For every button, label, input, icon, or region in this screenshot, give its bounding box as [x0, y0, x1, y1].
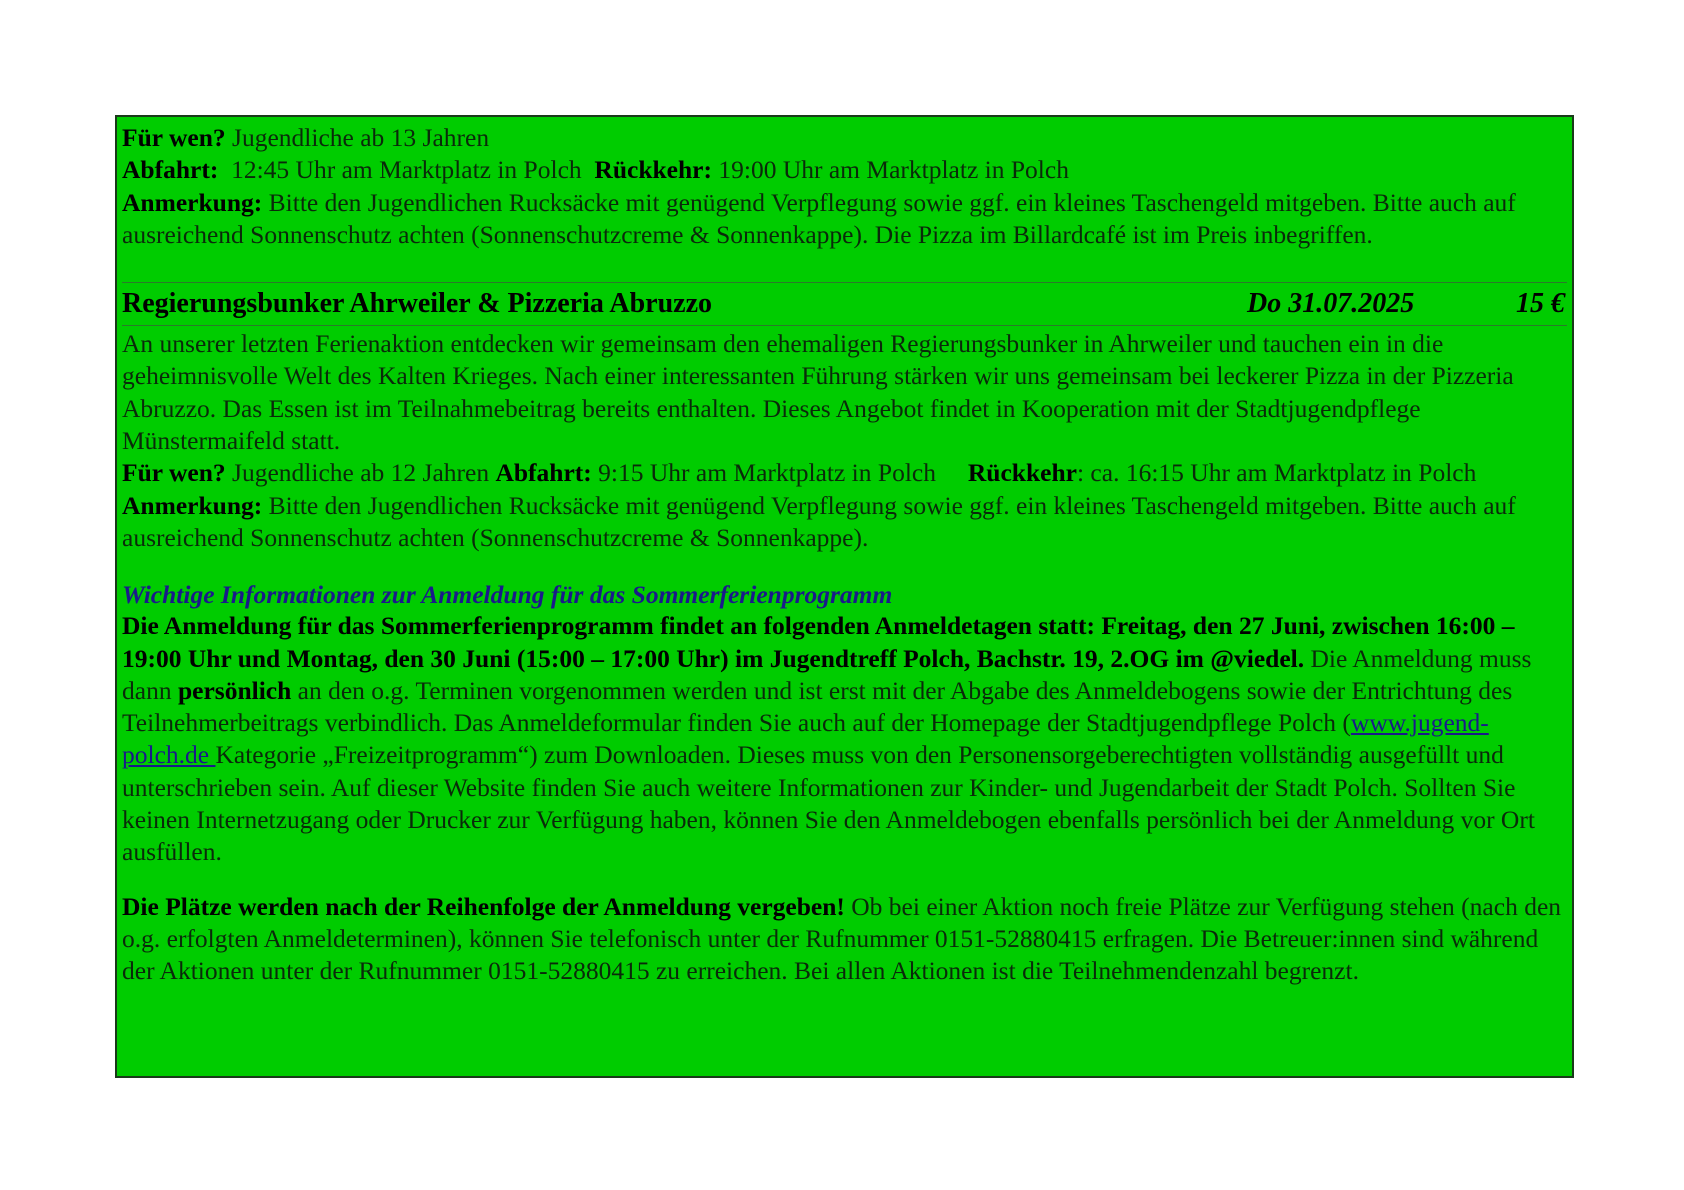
- top-departure-label: Abfahrt:: [122, 155, 219, 185]
- homepage-link[interactable]: www.jugend-polch.de: [122, 708, 1489, 770]
- event-note-label: Anmerkung:: [122, 490, 263, 520]
- top-note-label: Anmerkung:: [122, 187, 263, 217]
- spacer: [122, 869, 1567, 891]
- places-text: Ob bei einer Aktion noch freie Plätze zur Verfügung stehen (nach den o.g. erfolgten Anmeldeterminen), können Sie telefonisch unter der Rufnummer 0151-52880415 erfragen. Die Betreuer:innen sind während der Aktionen unter der Rufnummer 0151-52880415 zu erreichen. Bei allen Aktionen ist die Teilnehmendenzahl begrenzt.: [122, 891, 1562, 986]
- top-target-label: Für wen?: [122, 123, 226, 152]
- event-header: [122, 282, 1567, 326]
- places-paragraph: [122, 891, 1567, 988]
- event-title: Regierungsbunker Ahrweiler & Pizzeria Abruzzo: [122, 288, 712, 320]
- registration-bold-intro: Die Anmeldung für das Sommerferienprogramm findet an folgenden Anmeldetagen statt: Freitag, den 27 Juni, zwischen 16:00 – 19:00 Uhr und Montag, den 30 Juni (15:00 – 17:00 Uhr) im Jugendtreff Polch, Bachstr. 19, 2.OG im @viedel.: [122, 611, 1515, 673]
- program-page-box: [115, 115, 1574, 1078]
- registration-text-3: Kategorie „Freizeitprogramm“) zum Downloaden. Dieses muss von den Personensorgeberechtigten vollständig ausgefüllt und unterschrieben sein. Auf dieser Website finden Sie auch weitere Informationen zur Kinder- und Jugendarbeit der Stadt Polch. Sollten Sie keinen Internetzugang oder Drucker zur Verfügung haben, können Sie den Anmeldebogen ebenfalls persönlich bei der Anmeldung vor Ort ausfüllen.: [122, 740, 1535, 867]
- spacer: [122, 251, 1567, 282]
- places-bold: Die Plätze werden nach der Reihenfolge der Anmeldung vergeben!: [122, 891, 845, 921]
- event-description: An unserer letzten Ferienaktion entdecken wir gemeinsam den ehemaligen Regierungsbunker in Ahrweiler und tauchen ein in die geheimnisvolle Welt des Kalten Krieges. Nach einer interessanten Führung stärken wir uns gemeinsam bei leckerer Pizza in der Pizzeria Abruzzo. Das Essen ist im Teilnahmebeitrag bereits enthalten. Dieses Angebot findet in Kooperation mit der Stadtjugendpflege Münstermaifeld statt.: [122, 329, 1514, 456]
- event-return-label: Rückkehr: [967, 458, 1077, 488]
- spacer: [122, 554, 1567, 580]
- top-note-text: Bitte den Jugendlichen Rucksäcke mit genügend Verpflegung sowie ggf. ein kleines Taschengeld mitgeben. Bitte auch auf ausreichend Sonnenschutz achten (Sonnenschutzcreme & Sonnenkappe). Die Pizza im Billardcafé ist im Preis inbegriffen.: [122, 187, 1516, 249]
- event-return-text: : ca. 16:15 Uhr am Marktplatz in Polch: [1076, 458, 1483, 488]
- top-target-text: Jugendliche ab 13 Jahren: [225, 123, 490, 152]
- top-note-paragraph: [122, 187, 1567, 252]
- registration-paragraph: [122, 610, 1567, 868]
- event-note-text: Bitte den Jugendlichen Rucksäcke mit genügend Verpflegung sowie ggf. ein kleines Taschengeld mitgeben. Bitte auch auf ausreichend Sonnenschutz achten (Sonnenschutzcreme & Sonnenkappe).: [122, 490, 1523, 552]
- event-date: Do 31.07.2025: [1247, 288, 1415, 320]
- registration-heading: Wichtige Informationen zur Anmeldung für das Sommerferienprogramm: [122, 580, 893, 610]
- event-target-label: Für wen?: [122, 458, 226, 488]
- top-departure-text: 12:45 Uhr am Marktplatz in Polch: [218, 155, 595, 185]
- top-departure-line: [122, 154, 1567, 186]
- event-departure-text: 9:15 Uhr am Marktplatz in Polch: [591, 458, 968, 488]
- registration-bold-personal: persönlich: [177, 675, 292, 705]
- event-price: 15 €: [1516, 288, 1565, 320]
- event-details-paragraph: [122, 457, 1567, 554]
- event-departure-label: Abfahrt:: [495, 458, 592, 488]
- top-target-line: [122, 122, 1567, 154]
- event-target-text: Jugendliche ab 12 Jahren: [225, 458, 496, 488]
- top-return-label: Rückkehr:: [594, 155, 712, 185]
- top-return-text: 19:00 Uhr am Marktplatz in Polch: [712, 155, 1069, 185]
- registration-text-2: an den o.g. Terminen vorgenommen werden und ist erst mit der Abgabe des Anmeldebogens sowie der Entrichtung des Teilnehmerbeitrags verbindlich. Das Anmeldeformular finden Sie auch auf der Homepage der Stadtjugendpflege Polch (: [122, 675, 1513, 738]
- registration-text-1: Die Anmeldung muss dann: [122, 643, 1532, 705]
